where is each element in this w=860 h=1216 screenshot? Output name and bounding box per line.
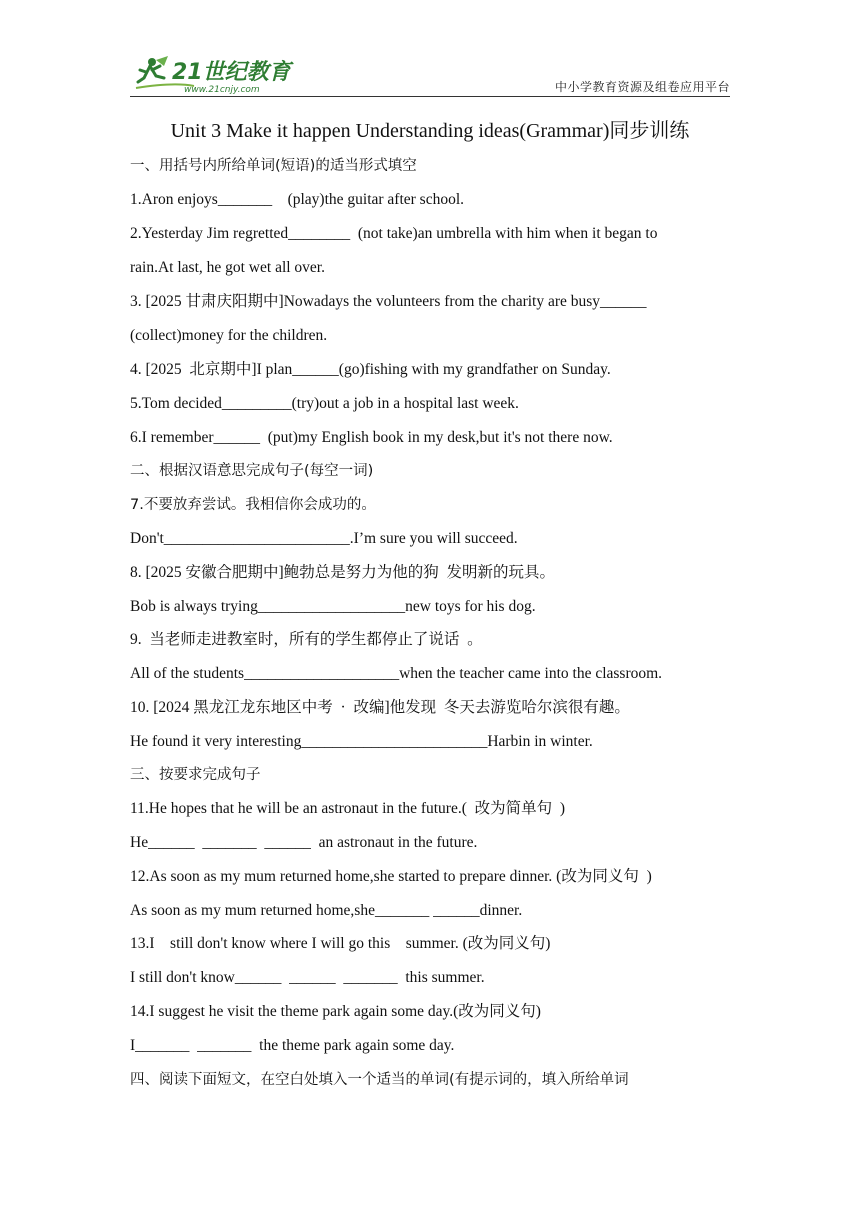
logo-text: 21世纪教育 xyxy=(172,60,291,85)
question-line: 3. [2025 甘肃庆阳期中]Nowadays the volunteers from the charity are busy______ xyxy=(130,293,647,310)
question-line: 13.I still don't know where I will go this summer. (改为同义句) xyxy=(130,935,551,952)
question-prompt: 8. [2025 安徽合肥期中]鲍勃总是努力为他的狗 发明新的玩具。 xyxy=(130,564,555,581)
question-prompt: 9. 当老师走进教室时，所有的学生都停止了说话 。 xyxy=(130,631,483,648)
question-line: Don't________________________.I’m sure you will succeed. xyxy=(130,530,518,547)
21cnjy-logo xyxy=(134,52,304,96)
question-line: 12.As soon as my mum returned home,she started to prepare dinner. (改为同义句 ) xyxy=(130,868,652,885)
section-heading: 四、阅读下面短文，在空白处填入一个适当的单词(有提示词的，填入所给单词 xyxy=(130,1072,629,1088)
question-line: 14.I suggest he visit the theme park again some day.(改为同义句) xyxy=(130,1003,541,1020)
section-heading: 二、根据汉语意思完成句子(每空一词) xyxy=(130,463,374,479)
question-line: 6.I remember______ (put)my English book in my desk,but it's not there now. xyxy=(130,429,613,446)
question-line: 2.Yesterday Jim regretted________ (not take)an umbrella with him when it began to xyxy=(130,225,658,242)
question-line: I still don't know______ ______ _______ this summer. xyxy=(130,969,485,986)
question-prompt: 7.不要放弃尝试。我相信你会成功的。 xyxy=(130,497,376,513)
question-line: 5.Tom decided_________(try)out a job in a hospital last week. xyxy=(130,395,519,412)
question-line: I_______ _______ the theme park again some day. xyxy=(130,1037,455,1054)
question-prompt: 10. [2024 黑龙江龙东地区中考 · 改编]他发现 冬天去游览哈尔滨很有趣。 xyxy=(130,699,630,716)
question-line: As soon as my mum returned home,she_______ ______dinner. xyxy=(130,902,523,919)
question-line: 1.Aron enjoys_______ (play)the guitar after school. xyxy=(130,191,465,208)
question-line: 11.He hopes that he will be an astronaut in the future.( 改为简单句 ) xyxy=(130,800,566,817)
question-line: He______ _______ ______ an astronaut in the future. xyxy=(130,834,478,851)
question-line: (collect)money for the children. xyxy=(130,327,328,344)
logo-url: www.21cnjy.com xyxy=(184,85,260,95)
question-line: 4. [2025 北京期中]I plan______(go)fishing with my grandfather on Sunday. xyxy=(130,361,611,378)
question-line: He found it very interesting________________________Harbin in winter. xyxy=(130,733,593,750)
question-line: All of the students____________________when the teacher came into the classroom. xyxy=(130,665,663,682)
question-line: Bob is always trying___________________new toys for his dog. xyxy=(130,598,536,615)
document-title: Unit 3 Make it happen Understanding ideas(Grammar)同步训练 xyxy=(170,120,690,142)
section-heading: 一、用括号内所给单词(短语)的适当形式填空 xyxy=(130,158,417,174)
section-heading: 三、按要求完成句子 xyxy=(130,767,261,783)
page-header xyxy=(130,50,730,98)
platform-tagline: 中小学教育资源及组卷应用平台 xyxy=(554,80,730,94)
header-rule xyxy=(130,96,730,97)
question-line: rain.At last, he got wet all over. xyxy=(130,259,325,276)
